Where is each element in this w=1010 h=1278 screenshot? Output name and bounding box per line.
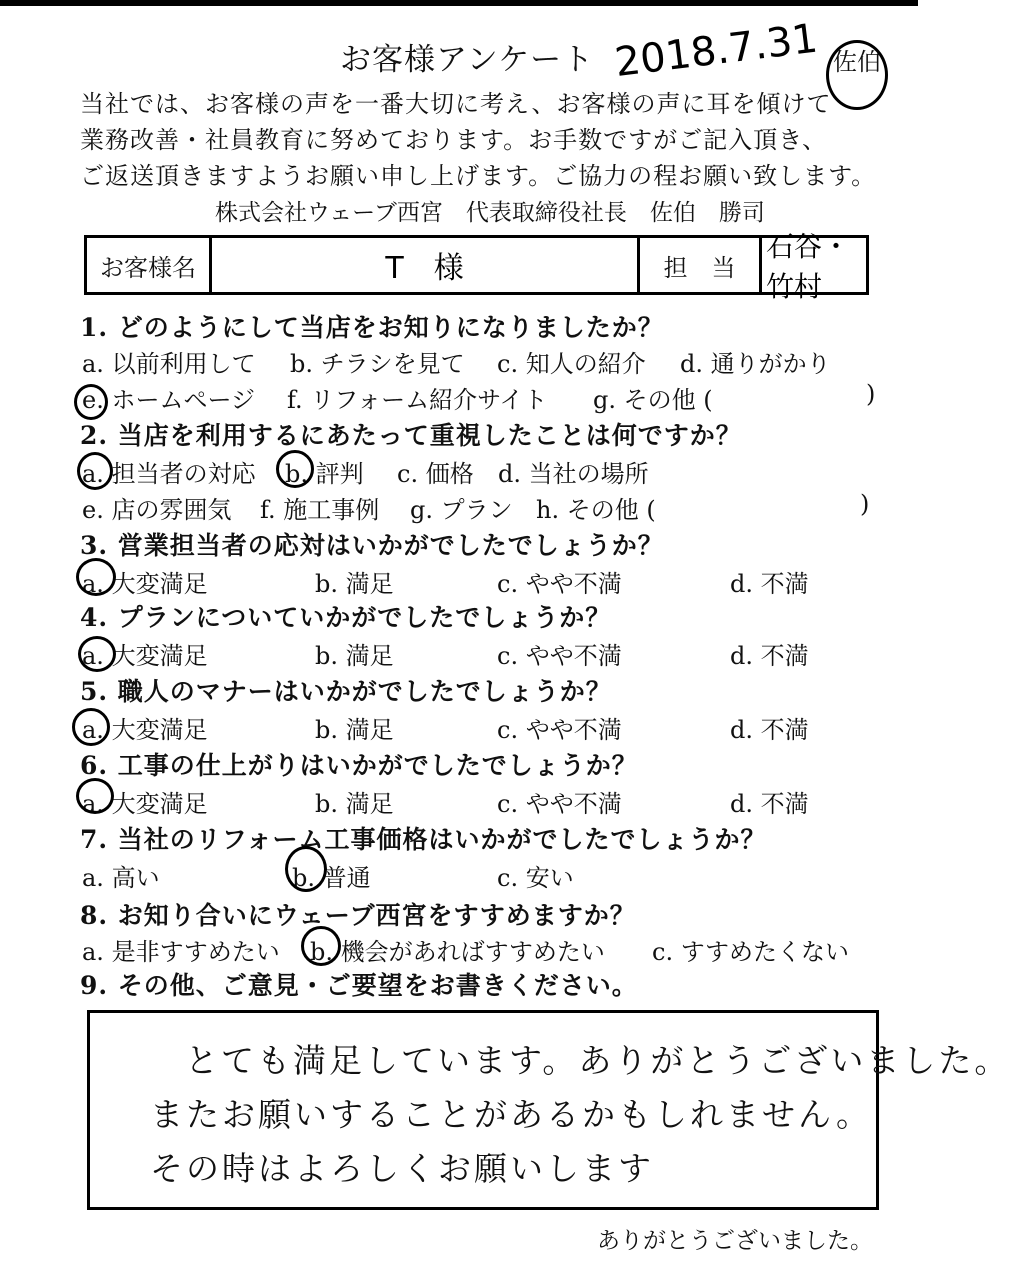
q3-option-c[interactable]: c. やや不満 [497,570,622,598]
q4-option-c[interactable]: c. やや不満 [497,642,622,670]
customer-info-box [84,230,869,303]
q1-option-c[interactable]: c. 知人の紹介 [497,350,646,378]
q1-option-g[interactable]: g. その他 ( [593,386,713,414]
q5-option-d[interactable]: d. 不満 [730,716,809,744]
staff-label: 担 当 [663,253,736,282]
question-1: 1. どのようにして当店をお知りになりましたか？ [80,313,664,342]
q4-option-d[interactable]: d. 不満 [730,642,809,670]
customer-name-label-cell [87,238,212,292]
q6-option-d[interactable]: d. 不満 [730,790,809,818]
q1-option-d[interactable]: d. 通りがかり [680,350,831,378]
comment-line-3: その時はよろしくお願いします [150,1149,654,1188]
q1-option-e[interactable]: e. ホームページ [82,386,255,414]
q2-option-e[interactable]: e. 店の雰囲気 [82,496,232,524]
question-2: 2. 当店を利用するにあたって重視したことは何ですか？ [80,421,742,450]
comment-box[interactable] [87,1010,1010,1210]
q2-answer-circle-b [276,450,314,488]
question-6: 6. 工事の仕上がりはいかがでしたでしょうか？ [80,751,638,780]
q7-answer-circle [285,846,327,892]
q1-option-b[interactable]: b. チラシを見て [290,350,465,378]
comment-line-1: とても満足しています。ありがとうございました。 [185,1041,1010,1080]
q7-option-a[interactable]: a. 高い [82,864,160,892]
q3-answer-circle [76,558,116,596]
q8-option-c[interactable]: c. すすめたくない [652,938,849,966]
question-8: 8. お知り合いにウェーブ西宮をすすめますか？ [80,901,636,930]
q3-option-b[interactable]: b. 満足 [315,570,394,598]
seal-stamp: 佐伯 [826,40,888,110]
customer-name-label: お客様名 [100,253,196,282]
q7-option-c[interactable]: c. 安い [497,864,574,892]
q7-option-b[interactable]: b. 普通 [292,864,371,892]
q2-option-f[interactable]: f. 施工事例 [260,496,380,524]
q5-option-c[interactable]: c. やや不満 [497,716,622,744]
q2-option-c[interactable]: c. 価格 [397,460,474,488]
customer-name-field[interactable] [212,238,640,292]
q3-option-a[interactable]: a. 大変満足 [82,570,208,598]
question-3: 3. 営業担当者の応対はいかがでしたでしょうか？ [80,531,664,560]
intro-line-1: 当社では、お客様の声を一番大切に考え、お客様の声に耳を傾けて [80,90,832,118]
q5-option-b[interactable]: b. 満足 [315,716,394,744]
q8-answer-circle [301,926,341,966]
comment-line-2: またお願いすることがあるかもしれません。 [150,1095,872,1134]
footer-thanks: ありがとうございました。 [597,1228,873,1254]
staff-label-cell [640,238,762,292]
top-border [0,0,918,6]
q2-option-b[interactable]: b. 評判 [285,460,364,488]
q6-option-c[interactable]: c. やや不満 [497,790,622,818]
q1-option-a[interactable]: a. 以前利用して [82,350,256,378]
q4-option-b[interactable]: b. 満足 [315,642,394,670]
question-7: 7. 当社のリフォーム工事価格はいかがでしたでしょうか？ [80,825,767,854]
q5-answer-circle [72,708,110,746]
staff-value: 石谷・竹村 [766,230,851,303]
q4-answer-circle [78,636,116,672]
q2-option-d[interactable]: d. 当社の場所 [498,460,649,488]
question-4: 4. プランについていかがでしたでしょうか？ [80,603,612,632]
q2-option-a[interactable]: a. 担当者の対応 [82,460,256,488]
q6-option-b[interactable]: b. 満足 [315,790,394,818]
q1-option-g-close: ) [866,380,876,408]
q1-option-f[interactable]: f. リフォーム紹介サイト [287,386,548,414]
intro-line-3: ご返送頂きますようお願い申し上げます。ご協力の程お願い致します。 [80,162,877,190]
q2-option-g[interactable]: g. プラン [410,496,513,524]
question-5: 5. 職人のマナーはいかがでしたでしょうか？ [80,677,612,706]
q6-answer-circle [76,778,114,814]
q8-option-b[interactable]: b. 機会があればすすめたい [310,938,605,966]
staff-field[interactable] [762,230,866,303]
q2-answer-circle-a [77,452,113,490]
q5-option-a[interactable]: a. 大変満足 [82,716,208,744]
q2-option-h-close: ) [860,490,870,518]
handwritten-date: 2018.7.31 [612,15,821,87]
company-signature: 株式会社ウェーブ西宮 代表取締役社長 佐伯 勝司 [215,200,765,226]
q3-option-d[interactable]: d. 不満 [730,570,809,598]
page-title: お客様アンケート [340,42,595,78]
question-9: 9. その他、ご意見・ご要望をお書きください。 [80,971,638,1000]
q1-answer-circle [74,384,108,420]
customer-name-value: T 様 [385,251,464,286]
q8-option-a[interactable]: a. 是非すすめたい [82,938,280,966]
q6-option-a[interactable]: a. 大変満足 [82,790,208,818]
q2-option-h[interactable]: h. その他 ( [536,496,656,524]
q4-option-a[interactable]: a. 大変満足 [82,642,208,670]
intro-line-2: 業務改善・社員教育に努めております。お手数ですがご記入頂き、 [80,126,828,154]
